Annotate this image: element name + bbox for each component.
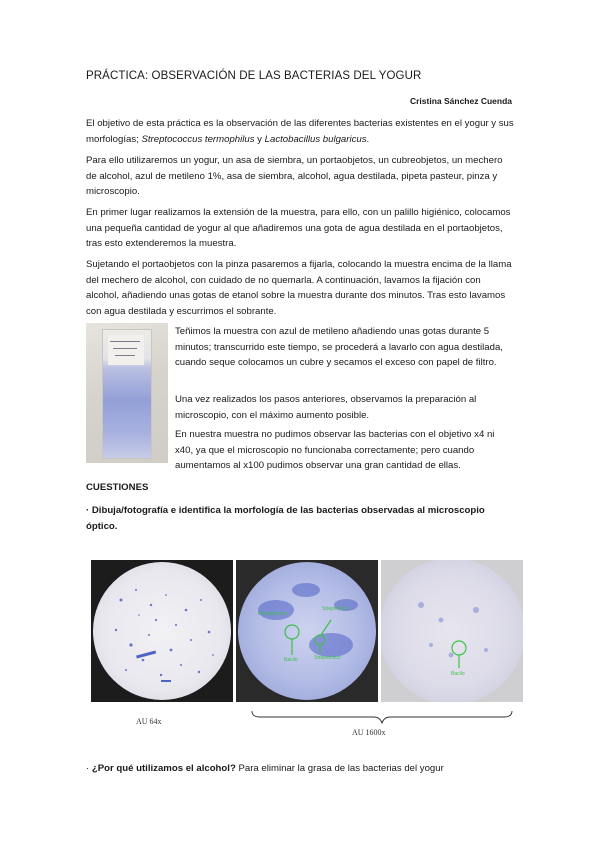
answer-2: Para eliminar la grasa de las bacterias del yogur bbox=[235, 763, 444, 774]
step-2-paragraph: Sujetando el portaobjetos con la pinza pasaremos a fijarla, colocando la muestra encima de la llama del mechero de alcohol, con cuidado de no quemarla. A continuación, lavamos la fijación con alcohol, añadiendo unas gotas de etanol sobre la muestra durante dos minutos. Tras esto lavamos con agua destilada y escurrimos el sobrante. bbox=[86, 259, 512, 317]
stained-slide-photo bbox=[86, 323, 168, 463]
species-streptococcus: Streptococcus termophilus bbox=[141, 133, 255, 145]
materials-paragraph: Para ello utilizaremos un yogur, un asa de siembra, un portaobjetos, un cubreobjetos, un mechero de alcohol, azul de metileno 1%, asa de siembra, alcohol, agua destilada, pipeta pasteur, pinza y microscopio. bbox=[86, 155, 503, 198]
micrograph-64x-dots bbox=[91, 560, 233, 702]
question-2-bullet: · bbox=[86, 763, 92, 774]
annotation-label: Estreptococo bbox=[258, 611, 288, 617]
micrograph-1600x-b-annotations bbox=[381, 560, 523, 702]
step-4-paragraph: Una vez realizados los pasos anteriores, observamos la preparación al microscopio, con el máximo aumento posible. bbox=[175, 394, 477, 421]
micrograph-1600x-b bbox=[381, 560, 523, 702]
caption-1600x: AU 1600x bbox=[352, 728, 386, 737]
objective-paragraph bbox=[86, 116, 514, 147]
slide-handwriting bbox=[115, 355, 135, 356]
annotation-label: Bacilo bbox=[451, 671, 465, 677]
annotation-label: Streptococo bbox=[314, 655, 341, 661]
micrograph-1600x-a bbox=[236, 560, 378, 702]
slide-handwriting bbox=[110, 341, 140, 342]
result-paragraph: En nuestra muestra no pudimos observar las bacterias con el objetivo x4 ni x40, ya que el microscopio no funcionaba correctamente; pero cuando aumentamos al x100 pudimos observar una gran cantidad de ellas. bbox=[175, 429, 495, 472]
questions-heading: CUESTIONES bbox=[86, 482, 149, 493]
objective-text: El objetivo de esta práctica es la observación de las diferentes bacterias existentes en el yogur y sus morfologías; bbox=[86, 118, 514, 145]
slide-label-area bbox=[108, 335, 144, 365]
magnification-brace bbox=[250, 709, 515, 727]
micrograph-1600x-a-annotations bbox=[236, 560, 378, 702]
step-1-paragraph: En primer lugar realizamos la extensión de la muestra, para ello, con un palillo higiénico, colocamos una pequeña cantidad de yogur al que añadiremos una gota de agua destilada en el portaobjetos, tras esto extenderemos la muestra. bbox=[86, 207, 511, 250]
question-2-line bbox=[86, 761, 526, 777]
page-title: PRÁCTICA: OBSERVACIÓN DE LAS BACTERIAS DEL YOGUR bbox=[86, 70, 422, 82]
slide-handwriting bbox=[113, 348, 137, 349]
caption-64x: AU 64x bbox=[136, 717, 162, 726]
species-lactobacillus: Lactobacillus bulgaricus bbox=[264, 133, 367, 145]
question-2: ¿Por qué utilizamos el alcohol? bbox=[91, 763, 236, 774]
micrograph-64x bbox=[91, 560, 233, 702]
step-3-paragraph: Teñimos la muestra con azul de metileno añadiendo unas gotas durante 5 minutos; transcurrido este tiempo, se procederá a lavarlo con agua destilada, cuando seque colocamos un cubre y secamos el exceso con papel de filtro. bbox=[175, 326, 503, 369]
annotation-label: Bacilo bbox=[284, 657, 298, 663]
objective-connector: y bbox=[254, 133, 265, 145]
annotation-label: Streptococo bbox=[322, 606, 349, 612]
author-name: Cristina Sánchez Cuenda bbox=[409, 96, 512, 106]
objective-end: . bbox=[366, 133, 370, 145]
question-1: · Dibuja/fotografía e identifica la morfología de las bacterias observadas al microscopio óptico. bbox=[86, 505, 485, 532]
